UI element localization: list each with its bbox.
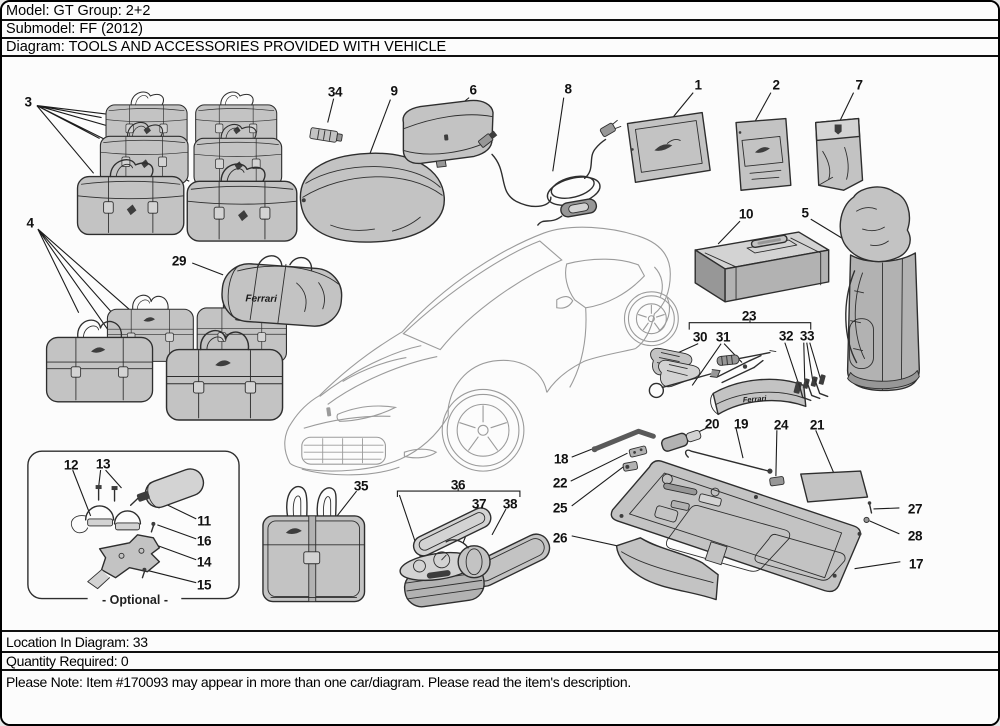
callout-23: 23 <box>741 308 757 324</box>
clamp-screws <box>96 485 118 501</box>
glove-and-tool-kit <box>649 348 827 414</box>
callout-17: 17 <box>908 556 924 572</box>
location-row: Location In Diagram: 33 <box>2 632 998 653</box>
cap-fitting <box>769 476 784 486</box>
callout-21: 21 <box>809 417 825 433</box>
callout-36: 36 <box>450 477 466 493</box>
mounting-bracket <box>88 535 160 589</box>
duffel-bag <box>220 252 344 328</box>
duffel-logo-text: Ferrari <box>245 293 278 305</box>
callout-24: 24 <box>773 417 789 433</box>
callout-13: 13 <box>95 456 111 472</box>
footer <box>2 630 998 724</box>
callout-3: 3 <box>24 94 32 110</box>
document-pouch <box>816 119 863 191</box>
callout-27: 27 <box>907 501 923 517</box>
submodel-row: Submodel: FF (2012) <box>2 21 998 39</box>
callout-37: 37 <box>471 496 487 512</box>
tool-case <box>695 232 828 302</box>
callout-22: 22 <box>552 475 568 491</box>
callout-25: 25 <box>552 500 568 516</box>
document-folder <box>736 119 791 191</box>
small-fitting <box>623 461 638 471</box>
pouch <box>403 100 493 167</box>
briefcase <box>263 487 365 602</box>
optional-kit-box <box>28 451 239 607</box>
protective-mat <box>801 471 868 502</box>
callout-38: 38 <box>502 496 518 512</box>
owners-manual-wallet <box>627 113 710 183</box>
callout-18: 18 <box>553 451 569 467</box>
small-clip <box>629 446 647 458</box>
tray-screws <box>864 501 872 522</box>
luggage-set-six <box>78 92 297 241</box>
optional-label: - Optional - <box>98 593 172 607</box>
diagram-artwork <box>2 2 998 725</box>
golf-bag <box>840 187 919 390</box>
header <box>2 2 998 57</box>
callout-31: 31 <box>715 329 731 345</box>
callout-19: 19 <box>733 416 749 432</box>
callout-14: 14 <box>196 554 212 570</box>
callout-15: 15 <box>196 577 212 593</box>
callout-4: 4 <box>26 215 34 231</box>
screwdriver <box>717 355 740 366</box>
note-row: Please Note: Item #170093 may appear in more than one car/diagram. Please read the item's description. <box>6 674 631 690</box>
callout-7: 7 <box>855 77 863 93</box>
callout-2: 2 <box>772 77 780 93</box>
tool-roll <box>711 379 806 414</box>
callout-35: 35 <box>353 478 369 494</box>
tool-roll-logo-text: Ferrari <box>742 393 767 405</box>
callout-11: 11 <box>197 513 211 529</box>
battery-conditioner-cable <box>478 120 621 226</box>
wrench-eye <box>649 383 663 397</box>
socket-tool <box>660 428 702 453</box>
usb-stick <box>310 127 343 143</box>
callout-34: 34 <box>327 84 343 100</box>
diagram-title-row: Diagram: TOOLS AND ACCESSORIES PROVIDED WITH VEHICLE <box>2 39 998 57</box>
model-row: Model: GT Group: 2+2 <box>2 2 998 21</box>
callout-10: 10 <box>738 206 754 222</box>
compressor-kit <box>398 505 554 610</box>
callout-9: 9 <box>390 83 398 99</box>
fire-extinguisher <box>128 465 207 511</box>
mounting-clamps <box>71 506 140 533</box>
callout-26: 26 <box>552 530 568 546</box>
callout-1: 1 <box>694 77 702 93</box>
quantity-row: Quantity Required: 0 <box>2 653 998 671</box>
callout-12: 12 <box>63 457 79 473</box>
callout-16: 16 <box>196 533 212 549</box>
callout-32: 32 <box>778 328 794 344</box>
callout-33: 33 <box>799 328 815 344</box>
callout-28: 28 <box>907 528 923 544</box>
callout-29: 29 <box>171 253 187 269</box>
callout-6: 6 <box>469 82 477 98</box>
callout-20: 20 <box>704 416 720 432</box>
callout-5: 5 <box>801 205 809 221</box>
callout-8: 8 <box>564 81 572 97</box>
callout-30: 30 <box>692 329 708 345</box>
cover-bag <box>300 153 444 242</box>
